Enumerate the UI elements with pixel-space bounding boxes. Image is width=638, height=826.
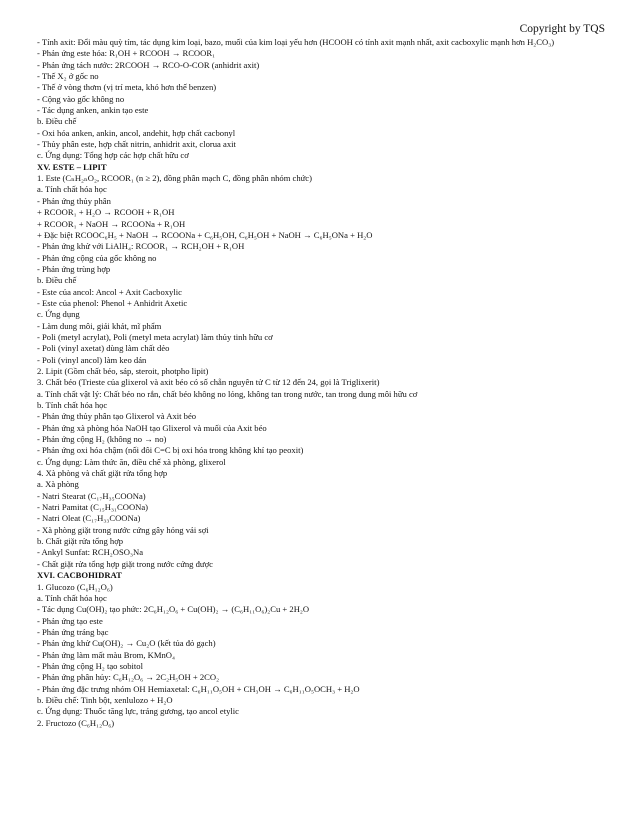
text-line: 1. Glucozo (C₆H₁₂O₆) [37, 581, 113, 592]
text-line: b. Điều chế [37, 116, 77, 127]
section-heading: XVI. CACBOHIDRAT [37, 570, 122, 581]
text-line: a. Tính chất hóa học [37, 184, 107, 195]
text-line: 2. Lipit (Gồm chất béo, sáp, steroit, photpho lipit) [37, 365, 209, 376]
document-body [37, 37, 607, 729]
text-line: - Thủy phân este, hợp chất nitrin, anhidrit axit, clorua axit [37, 139, 236, 150]
text-line: - Phản ứng tách nước: 2RCOOH → RCO-O-COR (anhidrit axit) [37, 59, 260, 70]
text-line: 3. Chất béo (Trieste của glixerol và axit béo có số chẵn nguyên tử C từ 12 đến 24, gọi là Triglixerit) [37, 377, 380, 388]
text-line: - Poli (metyl acrylat), Poli (metyl meta acrylat) làm thủy tinh hữu cơ [37, 331, 273, 342]
text-line: a. Tính chất hóa học [37, 592, 107, 603]
text-line: - Tác dụng anken, ankin tạo este [37, 105, 149, 116]
text-line: - Phản ứng đặc trưng nhóm OH Hemiaxetal: C₆H₁₁O₅OH + CH₃OH → C₆H₁₁O₅OCH₃ + H₂O [37, 683, 360, 694]
text-line: c. Ứng dụng: Làm thức ăn, điều chế xà phòng, glixerol [37, 456, 226, 467]
text-line: - Phản ứng cộng H₂ (không no → no) [37, 434, 167, 445]
text-line: + RCOOR₁ + H₂O → RCOOH + R₁OH [37, 207, 175, 218]
text-line: - Phản ứng este hóa: R₁OH + RCOOH → RCOOR₁ [37, 48, 216, 59]
document-page [37, 22, 607, 729]
text-line: a. Xà phòng [37, 479, 79, 490]
section-heading: XV. ESTE – LIPIT [37, 161, 107, 172]
text-line: - Phản ứng cộng của gốc không no [37, 252, 157, 263]
text-line: - Phản ứng thủy phân tạo Glixerol và Axit béo [37, 411, 197, 422]
text-line: - Natri Stearat (C₁₇H₃₅COONa) [37, 490, 146, 501]
text-line: 1. Este (CₙH₂ₙO₂, RCOOR₁ (n ≥ 2), đồng phân mạch C, đồng phân nhóm chức) [37, 173, 312, 184]
text-line: - Poli (vinyl axetat) dùng làm chất dẻo [37, 343, 170, 354]
text-line: - Phản ứng khử Cu(OH)₂ → Cu₂O (kết tủa đỏ gạch) [37, 638, 216, 649]
text-line: - Chất giặt rửa tổng hợp giặt trong nước cứng được [37, 558, 213, 569]
text-line: + RCOOR₁ + NaOH → RCOONa + R₁OH [37, 218, 186, 229]
text-line: - Tác dụng Cu(OH)₂ tạo phức: 2C₆H₁₂O₆ + Cu(OH)₂ → (C₆H₁₁O₆)₂Cu + 2H₂O [37, 604, 310, 615]
text-line: - Phản ứng tạo este [37, 615, 103, 626]
text-line: 4. Xà phòng và chất giặt rửa tổng hợp [37, 468, 168, 479]
text-line: - Este của ancol: Ancol + Axit Cacboxylic [37, 286, 182, 297]
text-line: - Phản ứng oxi hóa chậm (nối đôi C=C bị oxi hóa trong không khí tạo peoxit) [37, 445, 304, 456]
text-line: - Phản ứng tráng bạc [37, 626, 109, 637]
text-line: - Poli (vinyl ancol) làm keo dán [37, 354, 147, 365]
text-line: b. Điều chế: Tinh bột, xenlulozo + H₂O [37, 694, 173, 705]
text-line: b. Điều chế [37, 275, 77, 286]
text-line: - Phản ứng xà phòng hóa NaOH tạo Glixerol và muối của Axit béo [37, 422, 267, 433]
text-line: 2. Fructozo (C₆H₁₂O₆) [37, 717, 115, 728]
text-line: - Tính axit: Đổi màu quỳ tím, tác dụng kim loại, bazo, muối của kim loại yếu hơn (HCOOH có tính axit mạnh nhất, axit cacboxylic mạnh hơn H₂CO₃) [37, 37, 555, 47]
text-line: - Este của phenol: Phenol + Anhidrit Axetic [37, 297, 188, 308]
text-line: - Xà phòng giặt trong nước cứng gây hỏng vải sợi [37, 524, 209, 535]
text-line: - Phản ứng trùng hợp [37, 263, 111, 274]
text-line: + Đặc biệt RCOOC₆H₅ + NaOH → RCOONa + C₆H₅OH, C₆H₅OH + NaOH → C₆H₅ONa + H₂O [37, 229, 373, 240]
text-line: a. Tính chất vật lý: Chất béo no rắn, chất béo không no lỏng, không tan trong nước, tan trong dung môi hữu cơ [37, 388, 418, 399]
text-line: - Phản ứng cộng H₂ tạo sobitol [37, 660, 143, 671]
text-line: - Thế X₂ ở gốc no [37, 71, 99, 82]
text-line: - Ankyl Sunfat: RCH₂OSO₃Na [37, 547, 144, 558]
text-line: - Phản ứng làm mất màu Brom, KMnO₄ [37, 649, 175, 660]
text-line: c. Ứng dụng [37, 309, 80, 320]
text-line: - Thế ở vòng thơm (vị trí meta, khó hơn thế benzen) [37, 82, 217, 93]
text-line: - Cộng vào gốc không no [37, 93, 125, 104]
text-line: - Phản ứng thủy phân [37, 195, 111, 206]
text-line: - Natri Pamitat (C₁₅H₃₁COONa) [37, 502, 149, 513]
text-line: - Phản ứng phân hủy: C₆H₁₂O₆ → 2C₂H₅OH + 2CO₂ [37, 672, 220, 683]
text-line: - Làm dung môi, giải khát, mĩ phẩm [37, 320, 162, 331]
text-line: - Natri Oleat (C₁₇H₃₃COONa) [37, 513, 141, 524]
text-line: b. Chất giặt rửa tổng hợp [37, 536, 124, 547]
text-line: c. Ứng dụng: Thuốc tăng lực, tráng gương, tạo ancol etylic [37, 706, 239, 717]
copyright-header: Copyright by TQS [519, 23, 605, 35]
text-line: c. Ứng dụng: Tổng hợp các hợp chất hữu cơ [37, 150, 189, 161]
text-line: - Phản ứng khử với LiAlH₄: RCOOR₁ → RCH₂OH + R₁OH [37, 241, 245, 252]
text-line: - Oxi hóa anken, ankin, ancol, andehit, hợp chất cacbonyl [37, 127, 236, 138]
text-line: b. Tính chất hóa học [37, 400, 108, 410]
